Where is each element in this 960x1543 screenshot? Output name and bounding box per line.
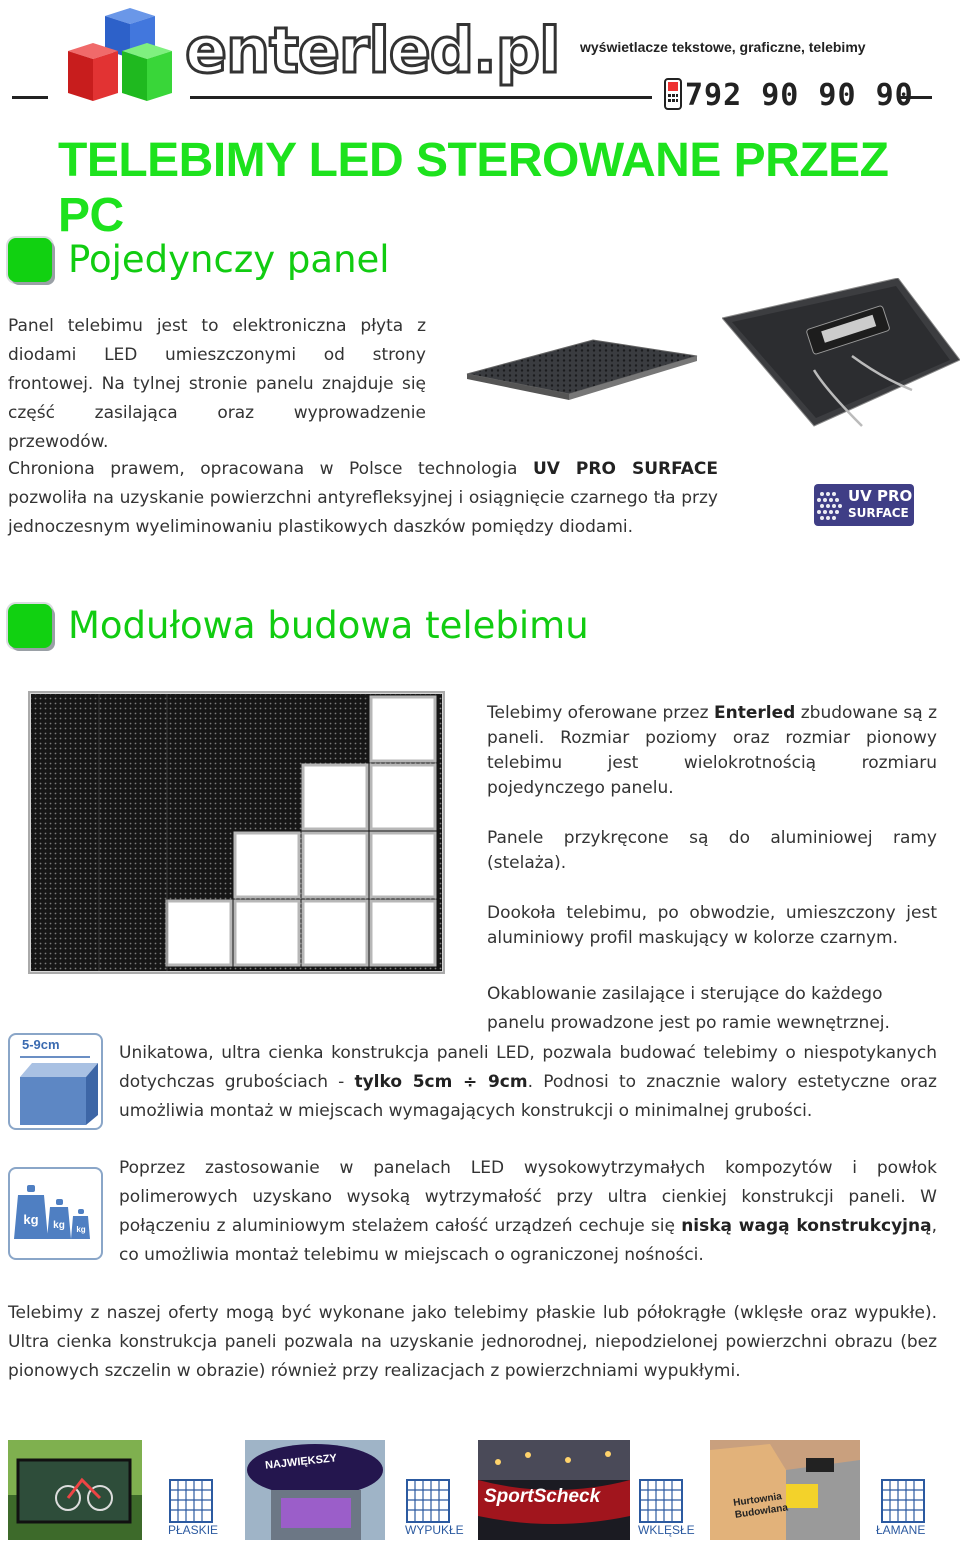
thin-text-start: Unikatowa, ultra cienka konstrukcja paneli LED, pozwala budować telebimy o niespotykanych dotychczas grubościach - (119, 1043, 937, 1092)
modular-p4: Okablowanie zasilające i sterujące do każdego panelu prowadzone jest po ramie wewnętrznej. (487, 984, 890, 1033)
closing-paragraph (8, 1299, 937, 1386)
gallery-label-convex: WYPUKŁE (405, 1523, 464, 1537)
gallery-flat (8, 1440, 232, 1540)
weight-text-end: , co umożliwia montaż telebimu w miejscach o ograniczonej nośności. (119, 1216, 937, 1265)
uv-logo-line1: UV PRO (848, 487, 913, 505)
brand-name: enterled.pl (185, 14, 560, 87)
thickness-range: tylko 5cm ÷ 9cm (354, 1072, 528, 1092)
company-name: Enterled (714, 703, 796, 723)
page-title: TELEBIMY LED STEROWANE PRZEZ PC (58, 134, 889, 242)
section-heading-modular: Modułowa budowa telebimu (68, 604, 589, 647)
weight-text-start: Poprzez zastosowanie w panelach LED wysokowytrzymałych kompozytów i powłok polimerowych uzyskano wysoką wytrzymałość przy ultra cienkiej konstrukcji paneli. W połączeniu z aluminiowym stelażem całość urządzeń cechuje się (119, 1158, 937, 1236)
thickness-label: 5-9cm (22, 1037, 60, 1052)
phone-icon (664, 78, 682, 110)
gallery-label-flat: PŁASKIE (168, 1523, 219, 1537)
modular-p1-end: zbudowane są z paneli. Rozmiar poziomy oraz rozmiar pionowy telebimu jest wielokrotnością rozmiaru pojedynczego panelu. (487, 703, 937, 798)
thin-text-end: . Podnosi to znacznie walory estetyczne oraz umożliwia montaż w miejscach wymagających konstrukcji o minimalnej grubości. (119, 1072, 937, 1121)
tech-text-end: pozwoliła na uzyskanie powierzchni antyrefleksyjnej i osiągnięcie czarnego tła przy jednoczesnym wyeliminowaniu plastikowych daszków pomiędzy diodami. (8, 488, 718, 537)
kg-large-label: kg (23, 1212, 39, 1227)
weight-icon (8, 1167, 103, 1260)
phone-number[interactable]: 792 90 90 90 (685, 78, 914, 113)
modular-p1-start: Telebimy oferowane przez (487, 703, 715, 723)
gallery-label-folded: ŁAMANE (876, 1523, 926, 1537)
enterled-logo-cubes (60, 6, 190, 111)
uv-pro-paragraph (8, 455, 718, 542)
kg-medium-label: kg (53, 1220, 65, 1231)
weight-text (119, 1154, 937, 1270)
section-bullet-icon (8, 238, 52, 282)
tagline: wyświetlacze tekstowe, graficzne, telebimy (580, 39, 866, 55)
closing-text: Telebimy z naszej oferty mogą być wykonane jako telebimy płaskie lub półokrągłe (wklęsłe oraz wypukłe). Ultra cienka konstrukcja paneli pozwala na uzyskanie jednorodnej, niepodzielonej powierzchni obrazu (bez pionowych szczelin w obrazie) również przy realizacjach z powierzchniami wypukłymi. (8, 1303, 937, 1381)
gallery-folded (710, 1440, 938, 1540)
modular-screen-diagram (28, 691, 445, 974)
gallery-concave (478, 1440, 702, 1540)
tech-name: UV PRO SURFACE (532, 459, 718, 479)
uv-logo-line2: SURFACE (848, 506, 909, 520)
low-weight: niską wagą konstrukcyjną (681, 1216, 932, 1236)
led-panel-back-image (722, 278, 960, 428)
thin-construction-text (119, 1039, 937, 1126)
uv-pro-surface-logo (814, 484, 914, 526)
gallery-sign-convex: NAJWIĘKSZY (264, 1452, 338, 1472)
gallery-label-concave: WKLĘSŁE (638, 1523, 695, 1537)
single-panel-intro (8, 312, 426, 457)
intro-text: Panel telebimu jest to elektroniczna płyta z diodami LED umieszczonymi od strony frontowej. Na tylnej stronie panelu znajduje się część zasilająca oraz wyprowadzenie przewodów. (8, 316, 426, 452)
section-bullet-icon (8, 604, 52, 648)
header-line-main (190, 96, 652, 99)
header-line-left (12, 96, 48, 99)
section-heading-single-panel: Pojedynczy panel (68, 238, 390, 281)
gallery-sign-folded: Hurtownia Budowlana (732, 1491, 789, 1521)
kg-small-label: kg (76, 1225, 86, 1234)
led-panel-front-image (465, 318, 700, 402)
tech-text-start: Chroniona prawem, opracowana w Polsce technologia (8, 459, 533, 479)
modular-p3: Dookoła telebimu, po obwodzie, umieszczony jest aluminiowy profil maskujący w kolorze czarnym. (487, 903, 937, 948)
modular-description (487, 701, 937, 1038)
modular-p2: Panele przykręcone są do aluminiowej ramy (stelaża). (487, 828, 937, 873)
gallery-sign-concave: SportScheck (484, 1486, 601, 1507)
gallery-convex (245, 1440, 467, 1540)
thickness-icon (8, 1033, 103, 1130)
